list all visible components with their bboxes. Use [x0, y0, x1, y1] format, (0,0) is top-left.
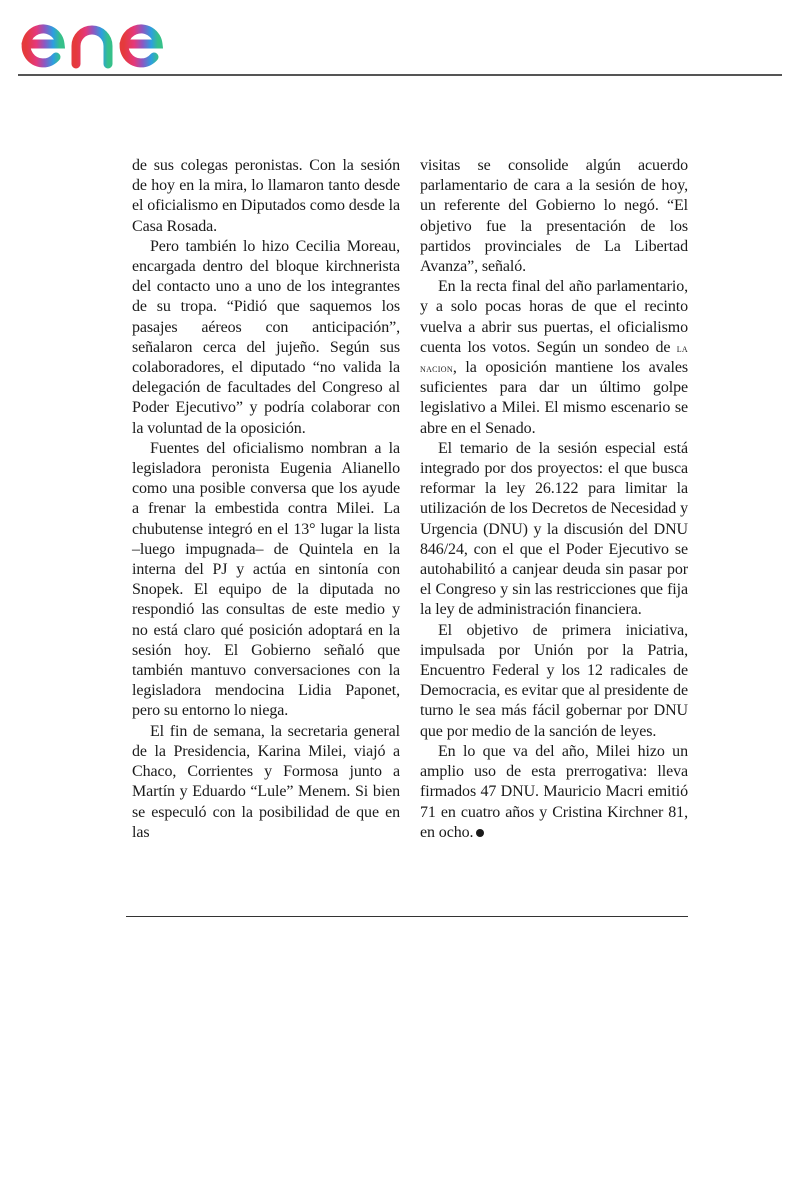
paragraph: El temario de la sesión especial está integrado por dos proyectos: el que busca reformar la ley 26.122 para limitar la utilización de los Decretos de Necesidad y Urgencia (DNU) y la discusión del DNU 846/24, con el que el Poder Ejecutivo se autohabilitó a canjear deuda sin pasar por el Congreso y sin las restricciones que fija la ley de administración financiera.: [420, 439, 688, 619]
enel-logo: [18, 4, 196, 72]
paragraph: Fuentes del oficialismo nombran a la legisladora peronista Eugenia Alianello como una posible conversa que los ayude a frenar la embestida contra Milei. La chubutense integró en el 13° lugar la lista –luego impugnada– de Quintela en la interna del PJ y actúa en sintonía con Snopek. El equipo de la diputada no respondió las consultas de este medio y no está claro qué posición adoptará en la sesión hoy. El Gobierno señaló que también mantuvo conversaciones con la legisladora mendocina Lidia Paponet, pero su entorno lo niega.: [132, 439, 400, 720]
header-divider: [18, 74, 782, 76]
paragraph-text: En lo que va del año, Milei hizo un amplio uso de esta prerrogativa: lleva firmados 47 DNU. Mauricio Macri emitió 71 en cuatro años y Cristina Kirchner 81, en ocho.: [420, 742, 688, 841]
article-body: [132, 156, 688, 843]
source-name: la nacion: [420, 340, 688, 376]
article-end-divider: [126, 916, 688, 917]
paragraph: El objetivo de primera iniciativa, impulsada por Unión por la Patria, Encuentro Federal y los 12 radicales de Democracia, es evitar que al presidente de turno le sea más fácil gobernar por DNU que por medio de la sanción de leyes.: [420, 621, 688, 740]
paragraph-text: , la oposición mantiene los avales suficientes para dar un último golpe legislativo a Milei. El mismo escenario se abre en el Senado.: [420, 359, 688, 437]
paragraph: de sus colegas peronistas. Con la sesión de hoy en la mira, lo llamaron tanto desde el oficialismo en Diputados como desde la Casa Rosada.: [132, 157, 400, 235]
header: [0, 0, 800, 80]
paragraph: Pero también lo hizo Cecilia Moreau, encargada dentro del bloque kirchnerista del contacto uno a uno de los integrantes de su tropa. “Pidió que saquemos los pasajes aéreos con anticipación”, señalaron cerca del jujeño. Según sus colaboradores, el diputado “no valida la delegación de facultades del Congreso al Poder Ejecutivo” y podría colaborar con la voluntad de la oposición.: [132, 237, 400, 437]
article-column-1: [132, 156, 400, 843]
paragraph-text: En la recta final del año parlamentario, y a solo pocas horas de que el recinto vuelva a abrir sus puertas, el oficialismo cuenta los votos. Según un sondeo de: [420, 278, 688, 356]
paragraph: [420, 277, 688, 439]
end-mark-icon: [476, 829, 484, 837]
paragraph: visitas se consolide algún acuerdo parlamentario de cara a la sesión de hoy, un referente del Gobierno lo negó. “El objetivo fue la presentación de los partidos provinciales de La Libertad Avanza”, señaló.: [420, 157, 688, 276]
paragraph: El fin de semana, la secretaria general de la Presidencia, Karina Milei, viajó a Chaco, Corrientes y Formosa junto a Martín y Eduardo “Lule” Menem. Si bien se especuló con la posibilidad de que en las: [132, 722, 400, 841]
article-column-2: [420, 156, 688, 843]
paragraph: [420, 742, 688, 843]
